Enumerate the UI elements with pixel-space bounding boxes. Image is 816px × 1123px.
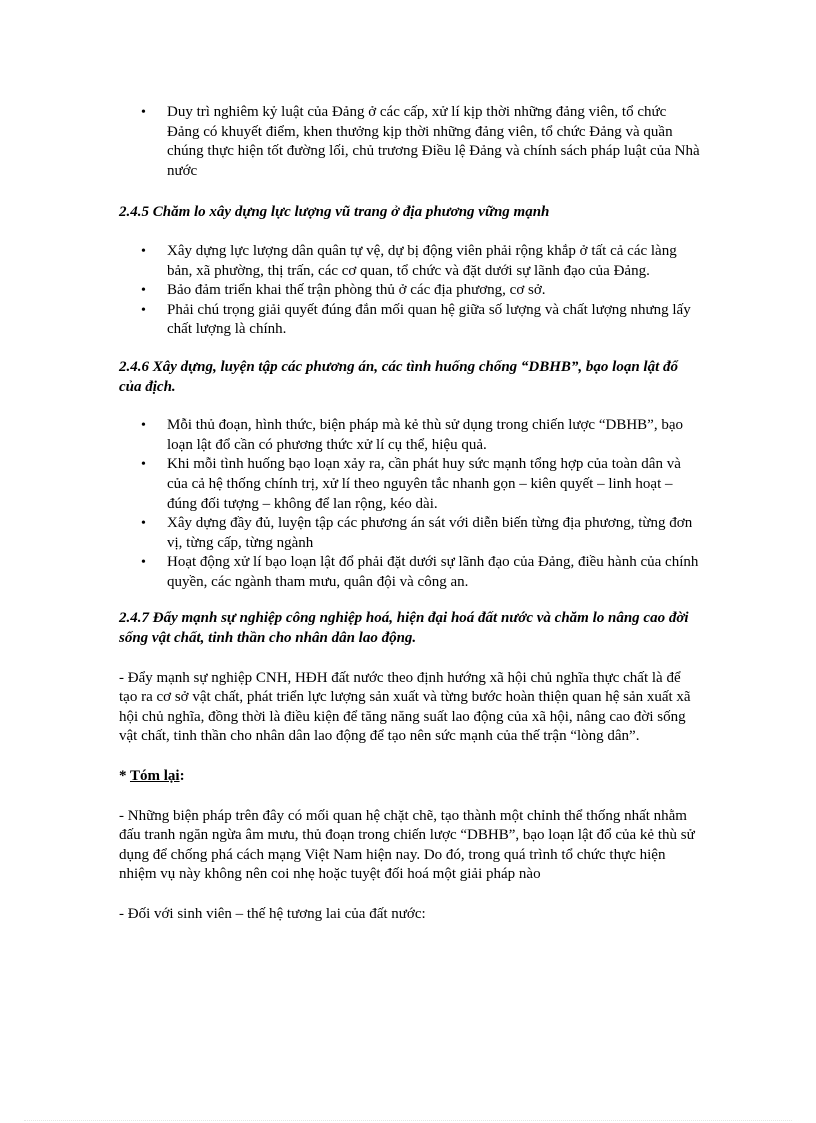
student-paragraph: - Đối với sinh viên – thế hệ tương lai của đất nước: xyxy=(119,906,426,922)
list-item: • Hoạt động xử lí bạo loạn lật đổ phải đặt dưới sự lãnh đạo của Đảng, điều hành của chính quyền, các ngành tham mưu, quân đội và công an. xyxy=(119,553,701,592)
page-bottom-rule xyxy=(24,1120,792,1121)
section-heading-2-4-5: 2.4.5 Chăm lo xây dựng lực lượng vũ trang ở địa phương vững mạnh xyxy=(119,204,550,221)
list-item: • Bảo đảm triển khai thế trận phòng thủ ở các địa phương, cơ sở. xyxy=(119,281,701,301)
list-item: • Duy trì nghiêm kỷ luật của Đảng ở các cấp, xử lí kịp thời những đảng viên, tổ chức Đảng có khuyết điểm, khen thưởng kịp thời những đảng viên, tổ chức Đảng và quần chúng thực hiện tốt đường lối, chủ trương Điều lệ Đảng và chính sách pháp luật của Nhà nước xyxy=(119,103,701,181)
summary-label: Tóm lại xyxy=(129,768,180,785)
section-heading-2-4-7: 2.4.7 Đẩy mạnh sự nghiệp công nghiệp hoá, hiện đại hoá đất nước và chăm lo nâng cao đời sống vật chất, tinh thần cho nhân dân lao động. xyxy=(119,610,689,647)
summary-paragraph: - Những biện pháp trên đây có mối quan hệ chặt chẽ, tạo thành một chỉnh thể thống nhất nhằm đấu tranh ngăn ngừa âm mưu, thủ đoạn trong chiến lược “DBHB”, bạo loạn lật đổ của kẻ thù sử dụng để chống phá cách mạng Việt Nam hiện nay. Do đó, trong quá trình tổ chức thực hiện nhiệm vụ này không nên coi nhẹ hoặc tuyệt đối hoá một giải pháp nào xyxy=(119,807,695,883)
list-item: • Khi mỗi tình huống bạo loạn xảy ra, cần phát huy sức mạnh tổng hợp của toàn dân và của cả hệ thống chính trị, xử lí theo nguyên tắc nhanh gọn – kiên quyết – linh hoạt – đúng đối tượng – không để lan rộng, kéo dài. xyxy=(119,455,701,514)
section-heading-2-4-6: 2.4.6 Xây dựng, luyện tập các phương án, các tình huống chống “DBHB”, bạo loạn lật đổ của địch. xyxy=(119,358,679,395)
section-2-4-5-bullet-list xyxy=(119,242,701,340)
list-item: • Mỗi thủ đoạn, hình thức, biện pháp mà kẻ thù sử dụng trong chiến lược “DBHB”, bạo loạn lật đổ cần có phương thức xử lí cụ thể, hiệu quả. xyxy=(119,416,701,455)
summary-prefix: * xyxy=(119,768,130,785)
summary-heading xyxy=(119,767,701,787)
document-body xyxy=(119,103,701,925)
section-2-4-6-bullet-list xyxy=(119,416,701,592)
section-2-4-7-paragraph: - Đẩy mạnh sự nghiệp CNH, HĐH đất nước theo định hướng xã hội chủ nghĩa thực chất là để tạo ra cơ sở vật chất, phát triển lực lượng sản xuất và từng bước hoàn thiện quan hệ sản xuất xã hội chủ nghĩa, đồng thời là điều kiện để tăng năng suất lao động của xã hội, nâng cao đời sống vật chất, tinh thần cho nhân dân lao động để tạo nên sức mạnh của thế trận “lòng dân”. xyxy=(119,669,691,745)
list-item: • Xây dựng đầy đủ, luyện tập các phương án sát với diễn biến từng địa phương, từng đơn vị, từng cấp, từng ngành xyxy=(119,514,701,553)
intro-bullet-list xyxy=(119,103,701,181)
list-item: • Phải chú trọng giải quyết đúng đắn mối quan hệ giữa số lượng và chất lượng nhưng lấy chất lượng là chính. xyxy=(119,301,701,340)
summary-suffix: : xyxy=(179,768,185,785)
list-item: • Xây dựng lực lượng dân quân tự vệ, dự bị động viên phải rộng khắp ở tất cả các làng bản, xã phường, thị trấn, các cơ quan, tổ chức và đặt dưới sự lãnh đạo của Đảng. xyxy=(119,242,701,281)
